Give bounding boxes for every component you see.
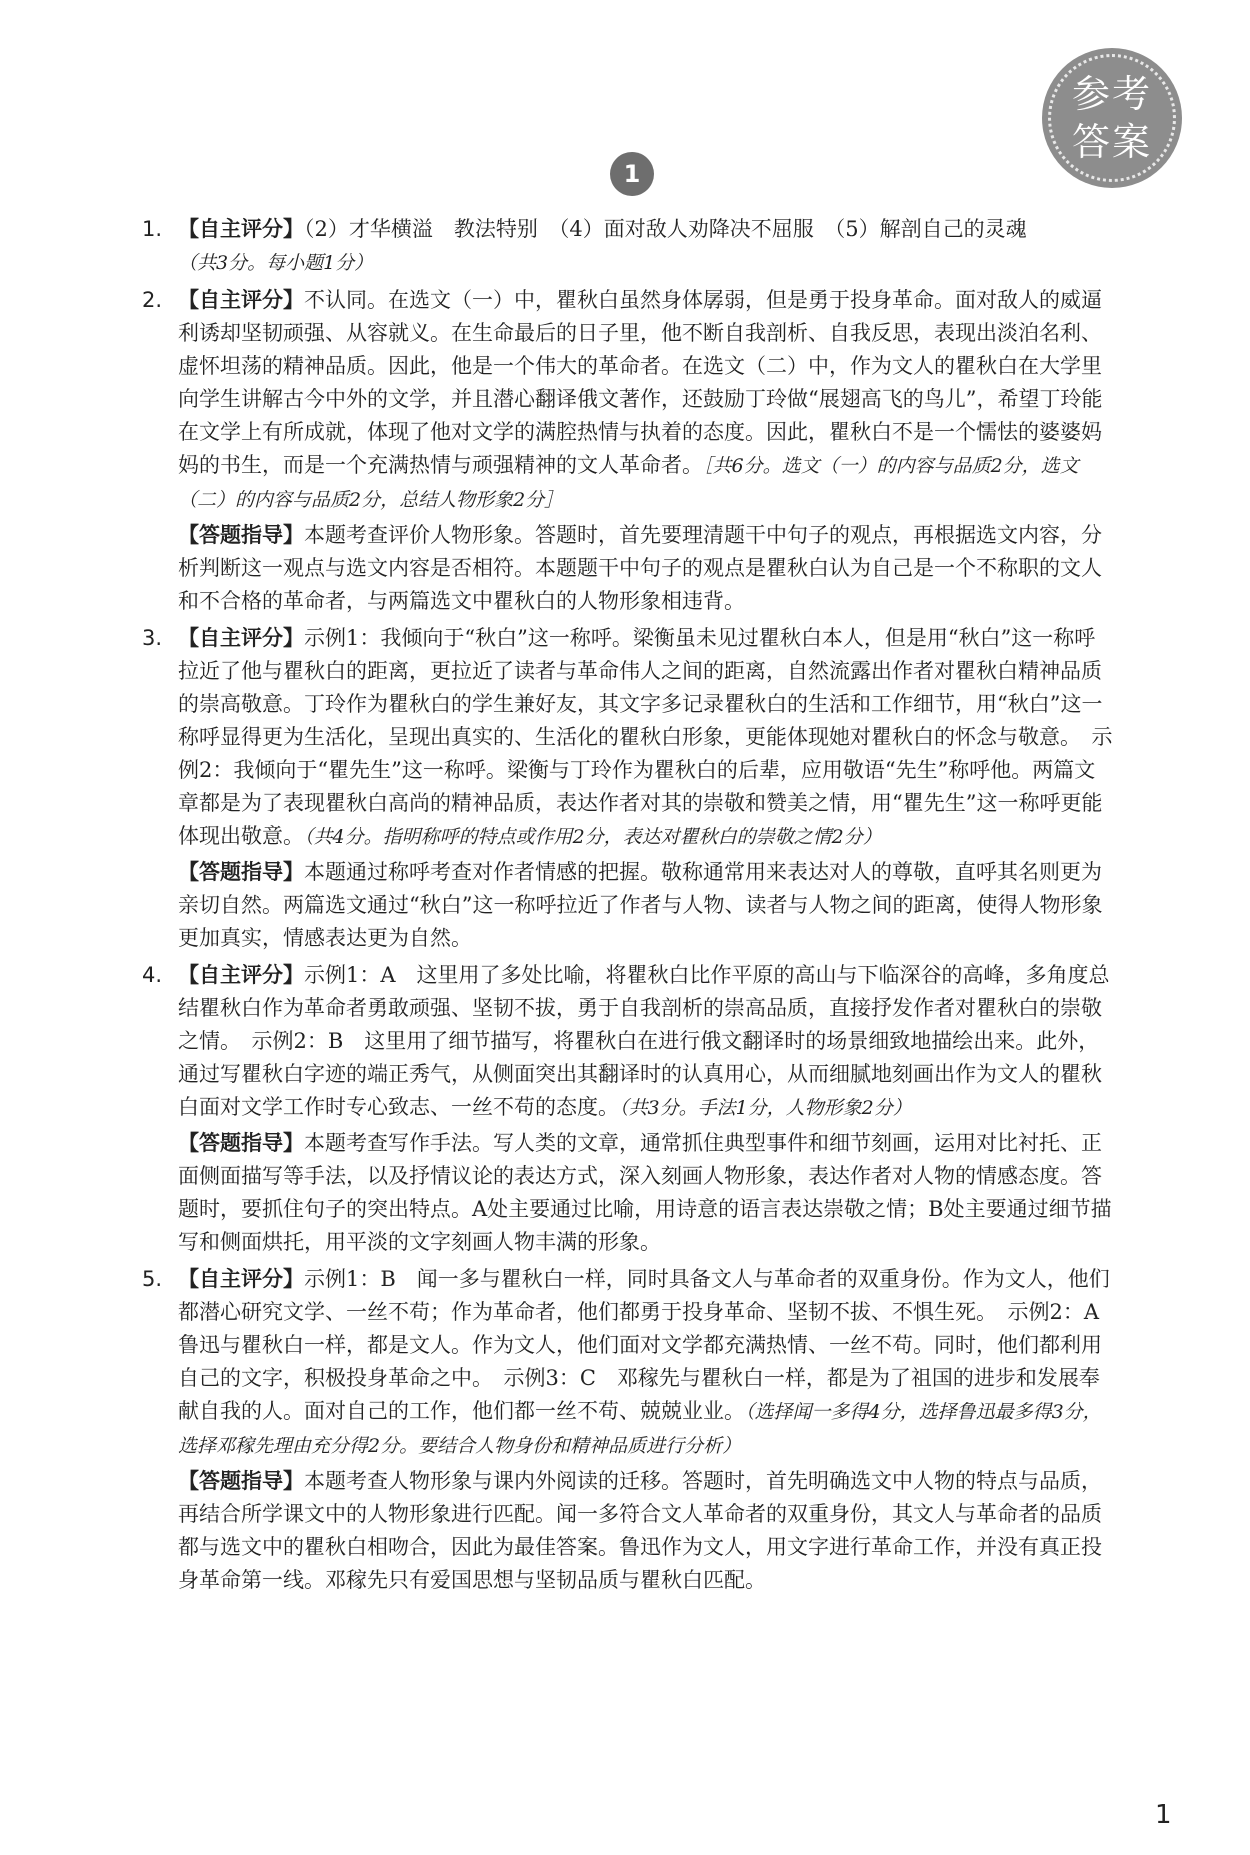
answer-text: 示例1：A 这里用了多处比喻，将瞿秋白比作平原的高山与下临深谷的高峰，多角度总结瞿秋白作为革命者勇敢顽强、坚韧不拔，勇于自我剖析的崇高品质，直接抒发作者对瞿秋白的崇敬之情。 示例2：B 这里用了细节描写，将瞿秋白在进行俄文翻译时的场景细致地描绘出来。此外，通过写瞿秋白字迹的端正秀气，从侧面突出其翻译时的认真用心，从而细腻地刻画出作为文人的瞿秋白面对文学工作时专心致志、一丝不苟的态度。 <box>178 963 1110 1119</box>
answer-text: 示例1：我倾向于“秋白”这一称呼。梁衡虽未见过瞿秋白本人，但是用“秋白”这一称呼拉近了他与瞿秋白的距离，更拉近了读者与革命伟人之间的距离，自然流露出作者对瞿秋白精神品质的崇高敬意。丁玲作为瞿秋白的学生兼好友，其文字多记录瞿秋白的生活和工作细节，用“秋白”这一称呼显得更为生活化，呈现出真实的、生活化的瞿秋白形象，更能体现她对瞿秋白的怀念与敬意。 示例2：我倾向于“瞿先生”这一称呼。梁衡与丁玲作为瞿秋白的后辈，应用敬语“先生”称呼他。两篇文章都是为了表现瞿秋白高尚的精神品质，表达作者对其的崇敬和赞美之情，用“瞿先生”这一称呼更能体现出敬意。 <box>178 626 1113 848</box>
score-note: （共4分。指明称呼的特点或作用2分，表达对瞿秋白的崇敬之情2分） <box>304 826 882 848</box>
page-number: 1 <box>1155 1800 1172 1830</box>
self-score-tag: 【自主评分】 <box>178 1267 304 1291</box>
guide-text: 本题考查人物形象与课内外阅读的迁移。答题时，首先明确选文中人物的特点与品质，再结合所学课文中的人物形象进行匹配。闻一多符合文人革命者的双重身份，其文人与革命者的品质都与选文中的瞿秋白相吻合，因此为最佳答案。鲁迅作为文人，用文字进行革命工作，并没有真正投身革命第一线。邓稼先只有爱国思想与坚韧品质与瞿秋白匹配。 <box>178 1469 1102 1592</box>
answer-key-badge <box>1042 48 1182 188</box>
guide-block <box>178 856 1116 955</box>
item-number: 3. <box>142 626 163 650</box>
guide-text: 本题考查写作手法。写人类的文章，通常抓住典型事件和细节刻画，运用对比衬托、正面侧面描写等手法，以及抒情议论的表达方式，深入刻画人物形象，表达作者对人物的情感态度。答题时，要抓住句子的突出特点。A处主要通过比喻，用诗意的语言表达崇敬之情；B处主要通过细节描写和侧面烘托，用平淡的文字刻画人物丰满的形象。 <box>178 1131 1112 1254</box>
answer-text: 示例1：B 闻一多与瞿秋白一样，同时具备文人与革命者的双重身份。作为文人，他们都潜心研究文学、一丝不苟；作为革命者，他们都勇于投身革命、坚韧不拔、不惧生死。 示例2：A 鲁迅与瞿秋白一样，都是文人。作为文人，他们面对文学都充满热情、一丝不苟。同时，他们都利用自己的文字，积极投身革命之中。 示例3：C 邓稼先与瞿秋白一样，都是为了祖国的进步和发展奉献自我的人。面对自己的工作，他们都一丝不苟、兢兢业业。 <box>178 1267 1121 1423</box>
guide-block <box>178 1465 1116 1597</box>
score-note: （选择闻一多得4分，选择鲁迅最多得3分，选择邓稼先理由充分得2分。要结合人物身份和精神品质进行分析） <box>178 1401 1102 1457</box>
self-score-tag: 【自主评分】 <box>178 288 304 312</box>
answer-item-4 <box>142 959 1116 1259</box>
badge-line2: 答案 <box>1071 120 1152 164</box>
guide-block <box>178 1127 1116 1259</box>
answer-content <box>142 213 1121 1601</box>
item-number: 5. <box>142 1267 163 1291</box>
self-score-tag: 【自主评分】 <box>178 963 304 987</box>
guide-tag: 【答题指导】 <box>178 1469 304 1493</box>
badge-line1: 参考 <box>1071 72 1152 116</box>
guide-tag: 【答题指导】 <box>178 1131 304 1155</box>
self-score-tag: 【自主评分】 <box>178 626 304 650</box>
item-number: 1. <box>142 217 163 241</box>
answer-item-1 <box>142 213 1116 280</box>
guide-tag: 【答题指导】 <box>178 523 304 547</box>
section-number: 1 <box>610 152 654 196</box>
answer-item-2 <box>142 284 1116 618</box>
guide-text: 本题通过称呼考查对作者情感的把握。敬称通常用来表达对人的尊敬，直呼其名则更为亲切自然。两篇选文通过“秋白”这一称呼拉近了作者与人物、读者与人物之间的距离，使得人物形象更加真实，情感表达更为自然。 <box>178 860 1103 950</box>
self-score-tag: 【自主评分】 <box>178 217 304 241</box>
score-note: （共3分。手法1分，人物形象2分） <box>619 1097 912 1119</box>
answer-text: （2）才华横溢 教法特别 （4）面对敌人劝降决不屈服 （5）解剖自己的灵魂 <box>304 217 1027 241</box>
item-number: 4. <box>142 963 163 987</box>
answer-item-5 <box>142 1263 1121 1597</box>
score-note: （共3分。每小题1分） <box>178 252 374 274</box>
guide-text: 本题考查评价人物形象。答题时，首先要理清题干中句子的观点，再根据选文内容，分析判断这一观点与选文内容是否相符。本题题干中句子的观点是瞿秋白认为自己是一个不称职的文人和不合格的革命者，与两篇选文中瞿秋白的人物形象相违背。 <box>178 523 1102 613</box>
answer-item-3 <box>142 622 1116 955</box>
score-note: ［共6分。选文（一）的内容与品质2分，选文（二）的内容与品质2分，总结人物形象2分］ <box>178 455 1079 511</box>
guide-block <box>178 519 1116 618</box>
guide-tag: 【答题指导】 <box>178 860 304 884</box>
answer-text: 不认同。在选文（一）中，瞿秋白虽然身体孱弱，但是勇于投身革命。面对敌人的威逼利诱却坚韧顽强、从容就义。在生命最后的日子里，他不断自我剖析、自我反思，表现出淡泊名利、虚怀坦荡的精神品质。因此，他是一个伟大的革命者。在选文（二）中，作为文人的瞿秋白在大学里向学生讲解古今中外的文学，并且潜心翻译俄文著作，还鼓励丁玲做“展翅高飞的鸟儿”，希望丁玲能在文学上有所成就，体现了他对文学的满腔热情与执着的态度。因此，瞿秋白不是一个懦怯的婆婆妈妈的书生，而是一个充满热情与顽强精神的文人革命者。 <box>178 288 1103 477</box>
item-number: 2. <box>142 288 163 312</box>
